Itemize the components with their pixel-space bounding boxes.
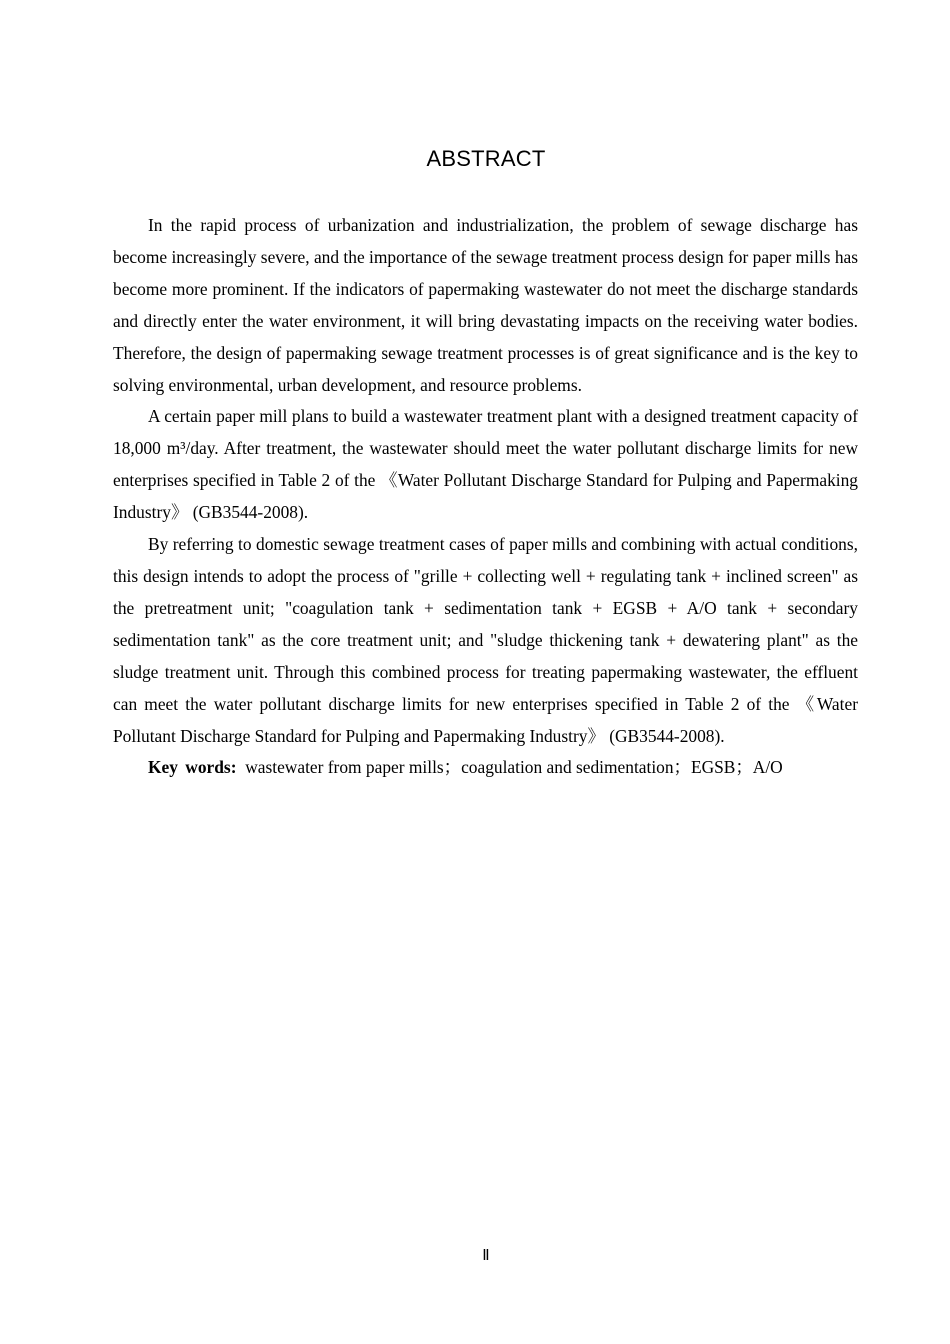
abstract-body <box>113 210 858 784</box>
abstract-paragraph: By referring to domestic sewage treatment cases of paper mills and combining with actual conditions, this design intends to adopt the process of "grille + collecting well + regulating tank + inclined screen" as the pretreatment unit; "coagulation tank + sedimentation tank + EGSB + A/O tank + secondary sedimentation tank" as the core treatment unit; and "sludge thickening tank + dewatering plant" as the sludge treatment unit. Through this combined process for treating papermaking wastewater, the effluent can meet the water pollutant discharge limits for new enterprises specified in Table 2 of the 《Water Pollutant Discharge Standard for Pulping and Papermaking Industry》 (GB3544-2008). <box>113 534 858 746</box>
abstract-paragraph: A certain paper mill plans to build a wastewater treatment plant with a designed treatment capacity of 18,000 m³/day. After treatment, the wastewater should meet the water pollutant discharge limits for new enterprises specified in Table 2 of the 《Water Pollutant Discharge Standard for Pulping and Papermaking Industry》 (GB3544-2008). <box>113 406 858 523</box>
keywords-line <box>113 752 858 784</box>
page-number: Ⅱ <box>482 1248 490 1264</box>
keywords-label: Key words: <box>148 757 237 778</box>
keywords-text: wastewater from paper mills；coagulation and sedimentation；EGSB；A/O <box>245 757 783 778</box>
abstract-title: ABSTRACT <box>426 146 546 171</box>
abstract-paragraph: In the rapid process of urbanization and industrialization, the problem of sewage discharge has become increasingly severe, and the importance of the sewage treatment process design for paper mills has become more prominent. If the indicators of papermaking wastewater do not meet the discharge standards and directly enter the water environment, it will bring devastating impacts on the receiving water bodies. Therefore, the design of papermaking sewage treatment processes is of great significance and is the key to solving environmental, urban development, and resource problems. <box>113 215 858 395</box>
